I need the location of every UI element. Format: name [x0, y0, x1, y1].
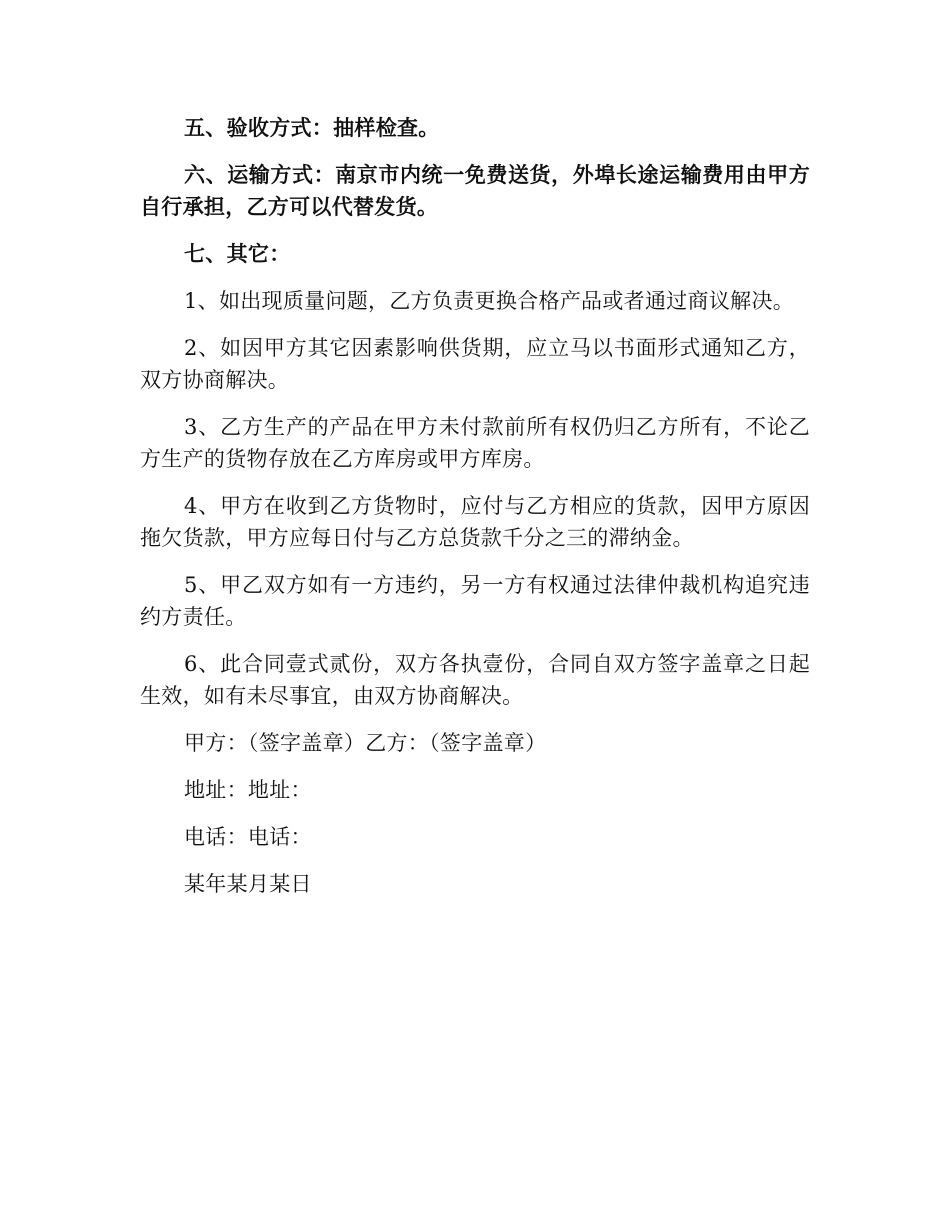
section-other: 七、其它： — [184, 242, 291, 266]
signature-date: 某年某月某日 — [184, 872, 312, 896]
section-transport: 六、运输方式：南京市内统一免费送货，外埠长途运输费用由甲方自行承担，乙方可以代替发货。 — [140, 163, 810, 219]
signature-phone: 电话：电话： — [184, 825, 312, 849]
clause-item-3: 3、乙方生产的产品在甲方未付款前所有权仍归乙方所有，不论乙方生产的货物存放在乙方库房或甲方库房。 — [140, 415, 810, 471]
section-acceptance: 五、验收方式：抽样检查。 — [184, 116, 440, 140]
clause-item-6: 6、此合同壹式贰份，双方各执壹份，合同自双方签字盖章之日起生效，如有未尽事宜，由双方协商解决。 — [140, 652, 810, 708]
clause-item-5: 5、甲乙双方如有一方违约，另一方有权通过法律仲裁机构追究违约方责任。 — [140, 573, 810, 629]
clause-item-2: 2、如因甲方其它因素影响供货期，应立马以书面形式通知乙方，双方协商解决。 — [140, 336, 810, 392]
signature-parties: 甲方：（签字盖章）乙方：（签字盖章） — [184, 731, 547, 755]
clause-item-1: 1、如出现质量问题，乙方负责更换合格产品或者通过商议解决。 — [184, 289, 795, 313]
contract-page — [140, 112, 810, 915]
clause-item-4: 4、甲方在收到乙方货物时，应付与乙方相应的货款，因甲方原因拖欠货款，甲方应每日付与乙方总货款千分之三的滞纳金。 — [140, 494, 810, 550]
signature-address: 地址：地址： — [184, 778, 312, 802]
